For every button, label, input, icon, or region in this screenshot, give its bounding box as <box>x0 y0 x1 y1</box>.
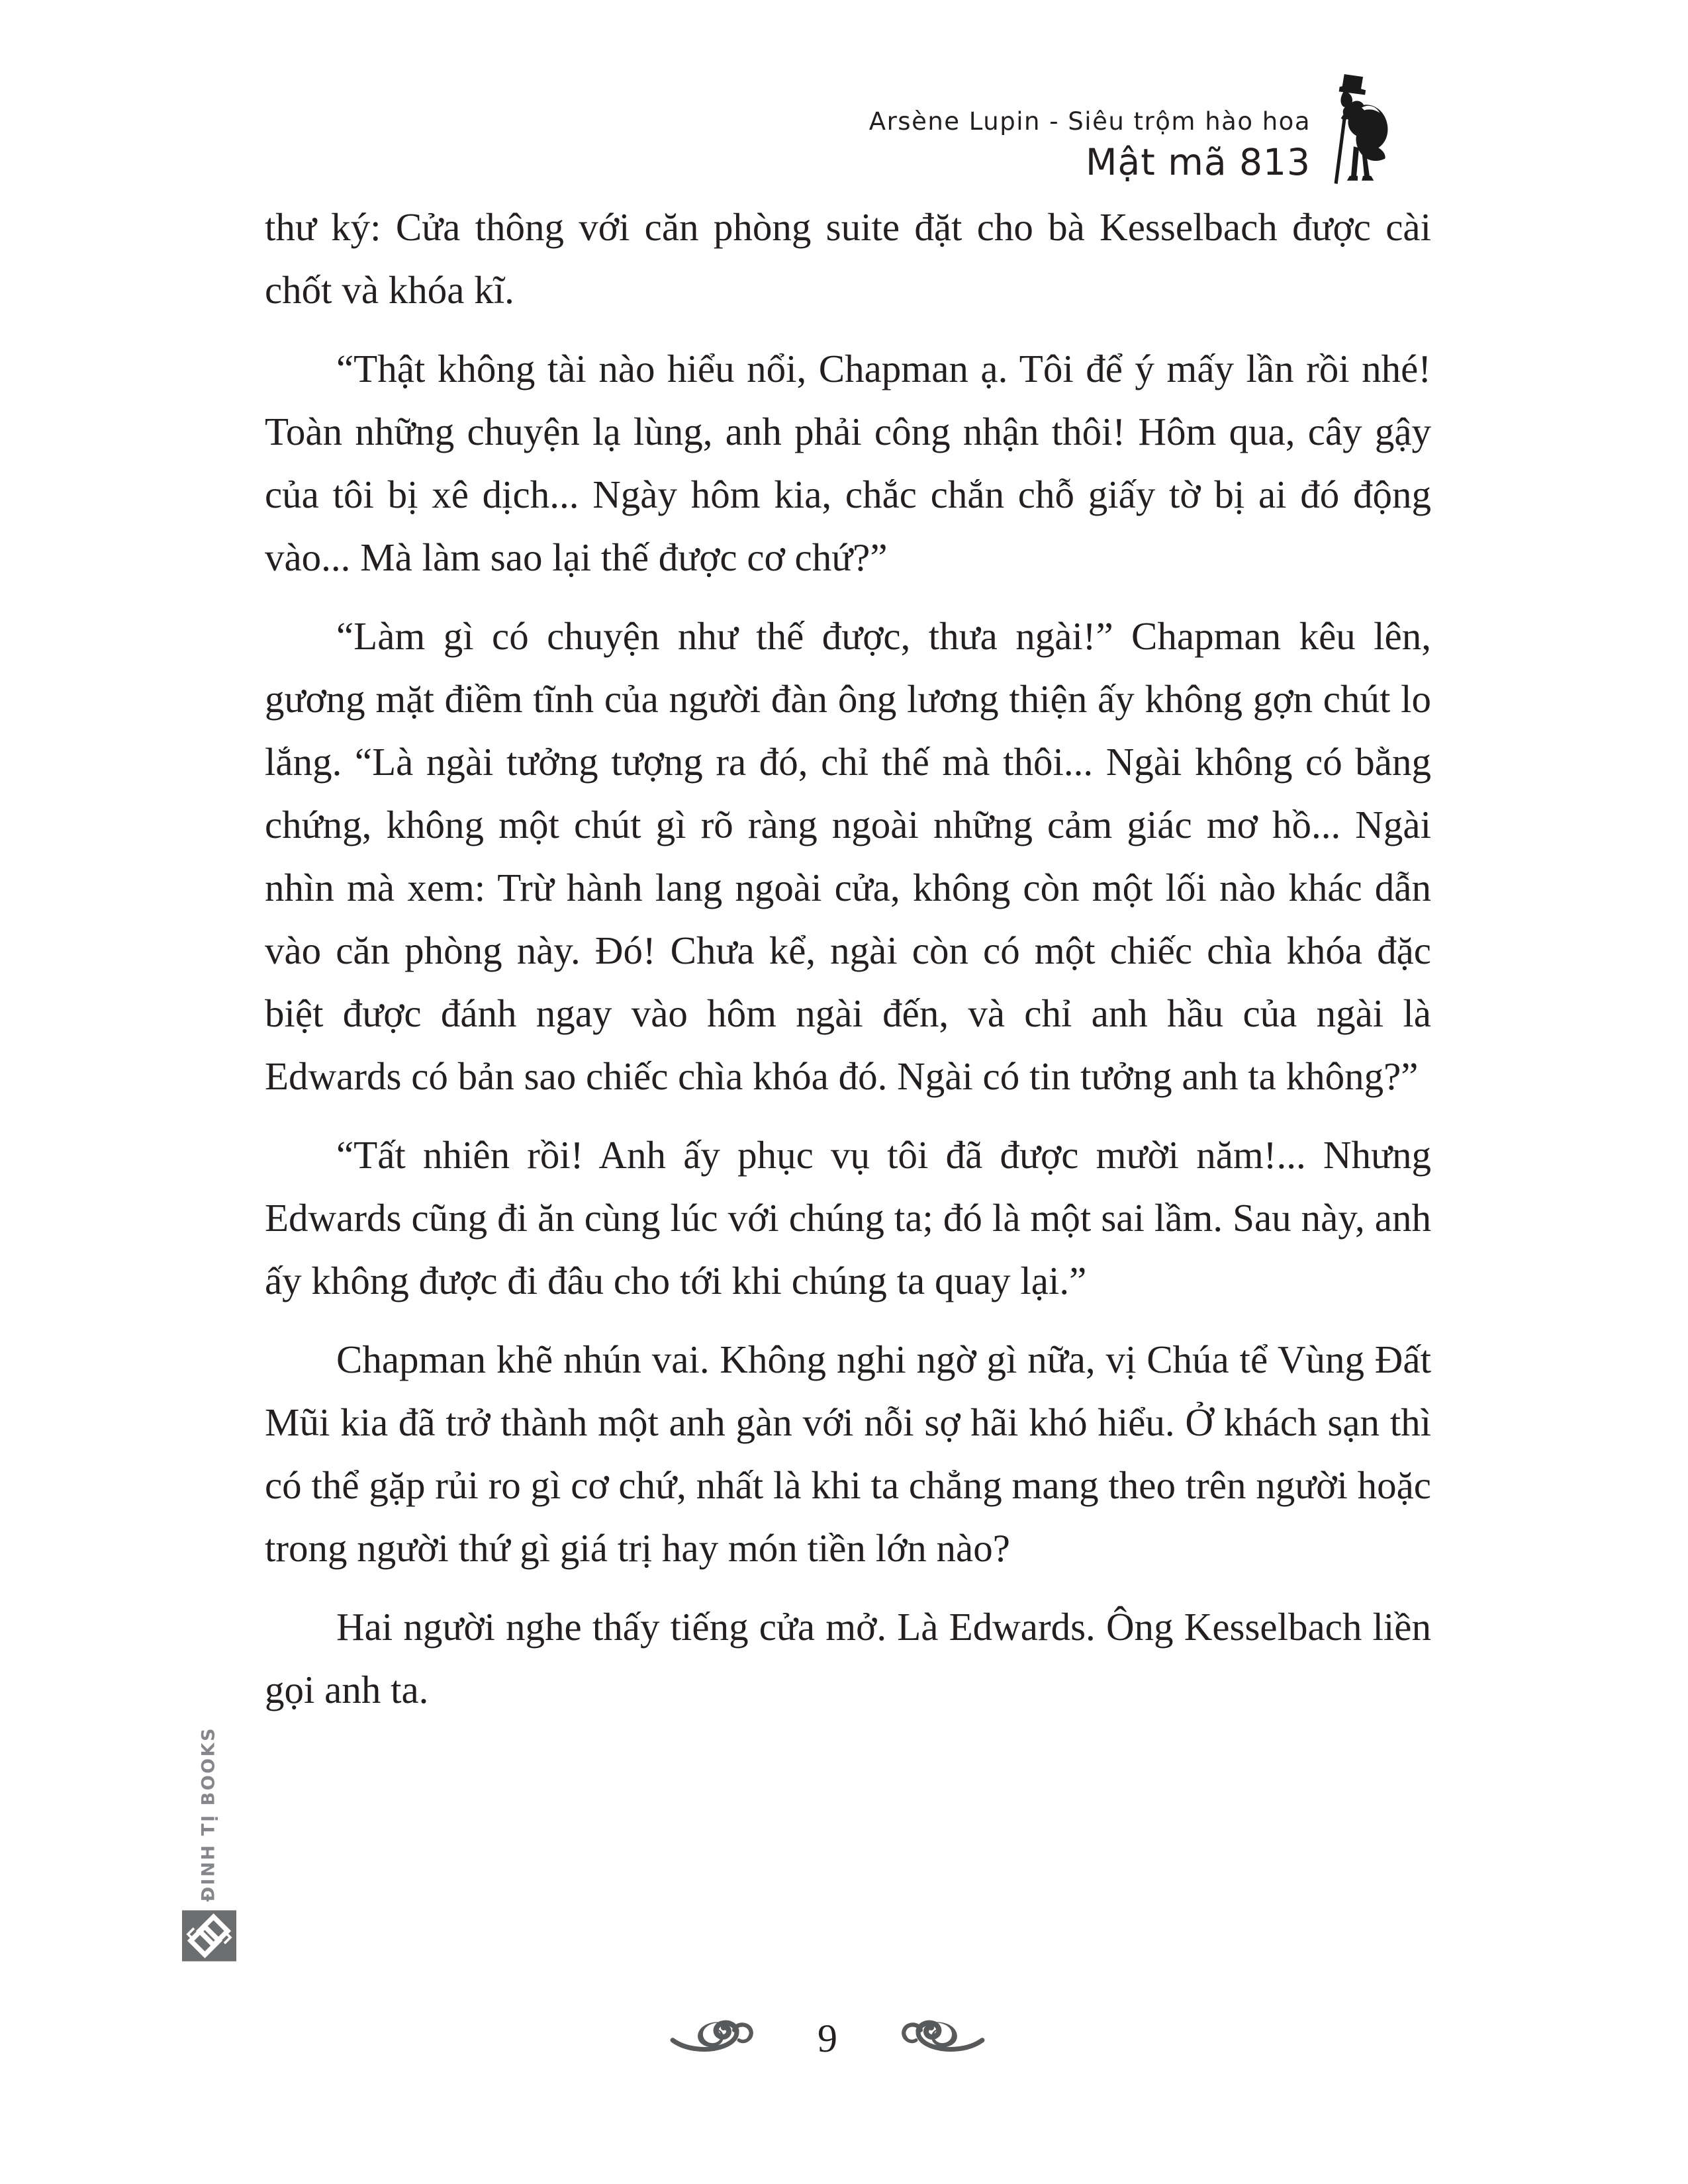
paragraph: “Thật không tài nào hiểu nổi, Chapman ạ. Tôi để ý mấy lần rồi nhé! Toàn những chuyện lạ lùng, anh phải công nhận thôi! Hôm qua, cây gậy của tôi bị xê dịch... Ngày hôm kia, chắc chắn chỗ giấy tờ bị ai đó động vào... Mà làm sao lại thế được cơ chứ?” <box>265 347 1431 579</box>
publisher-name: ĐINH TỊ BOOKS <box>198 1727 219 1902</box>
paragraph: “Tất nhiên rồi! Anh ấy phục vụ tôi đã được mười năm!... Nhưng Edwards cũng đi ăn cùng lúc với chúng ta; đó là một sai lầm. Sau này, anh ấy không được đi đâu cho tới khi chúng ta quay lại.” <box>265 1133 1431 1302</box>
book-title: Mật mã 813 <box>1086 141 1311 183</box>
header-titles <box>869 107 1311 187</box>
page-number: 9 <box>818 2017 837 2060</box>
page-header <box>869 73 1395 187</box>
series-title: Arsène Lupin - Siêu trộm hào hoa <box>868 107 1311 136</box>
paragraph: “Làm gì có chuyện như thế được, thưa ngài!” Chapman kêu lên, gương mặt điềm tĩnh của người đàn ông lương thiện ấy không gợn chút lo lắng. “Là ngài tưởng tượng ra đó, chỉ thế mà thôi... Ngài không có bằng chứng, không một chút gì rõ ràng ngoài những cảm giác mơ hồ... Ngài nhìn mà xem: Trừ hành lang ngoài cửa, không còn một lối nào khác dẫn vào căn phòng này. Đó! Chưa kể, ngài còn có một chiếc chìa khóa đặc biệt được đánh ngay vào hôm ngài đến, và chỉ anh hầu của ngài là Edwards có bản sao chiếc chìa khóa đó. Ngài có tin tưởng anh ta không?” <box>265 614 1431 1098</box>
page-footer <box>265 2012 1390 2065</box>
body-text <box>265 196 1431 1737</box>
swirl-flourish-icon <box>668 2019 757 2058</box>
paragraph: Chapman khẽ nhún vai. Không nghi ngờ gì nữa, vị Chúa tể Vùng Đất Mũi kia đã trở thành một anh gàn với nỗi sợ hãi khó hiểu. Ở khách sạn thì có thể gặp rủi ro gì cơ chứ, nhất là khi ta chẳng mang theo trên người hoặc trong người thứ gì giá trị hay món tiền lớn nào? <box>265 1338 1431 1570</box>
dinh-ti-logo-icon <box>182 1910 236 1962</box>
lupin-silhouette-icon <box>1321 73 1395 187</box>
swirl-flourish-icon <box>898 2019 987 2058</box>
paragraph: Hai người nghe thấy tiếng cửa mở. Là Edwards. Ông Kesselbach liền gọi anh ta. <box>265 1605 1431 1711</box>
paragraph: thư ký: Cửa thông với căn phòng suite đặt cho bà Kesselbach được cài chốt và khóa kĩ. <box>265 205 1431 312</box>
